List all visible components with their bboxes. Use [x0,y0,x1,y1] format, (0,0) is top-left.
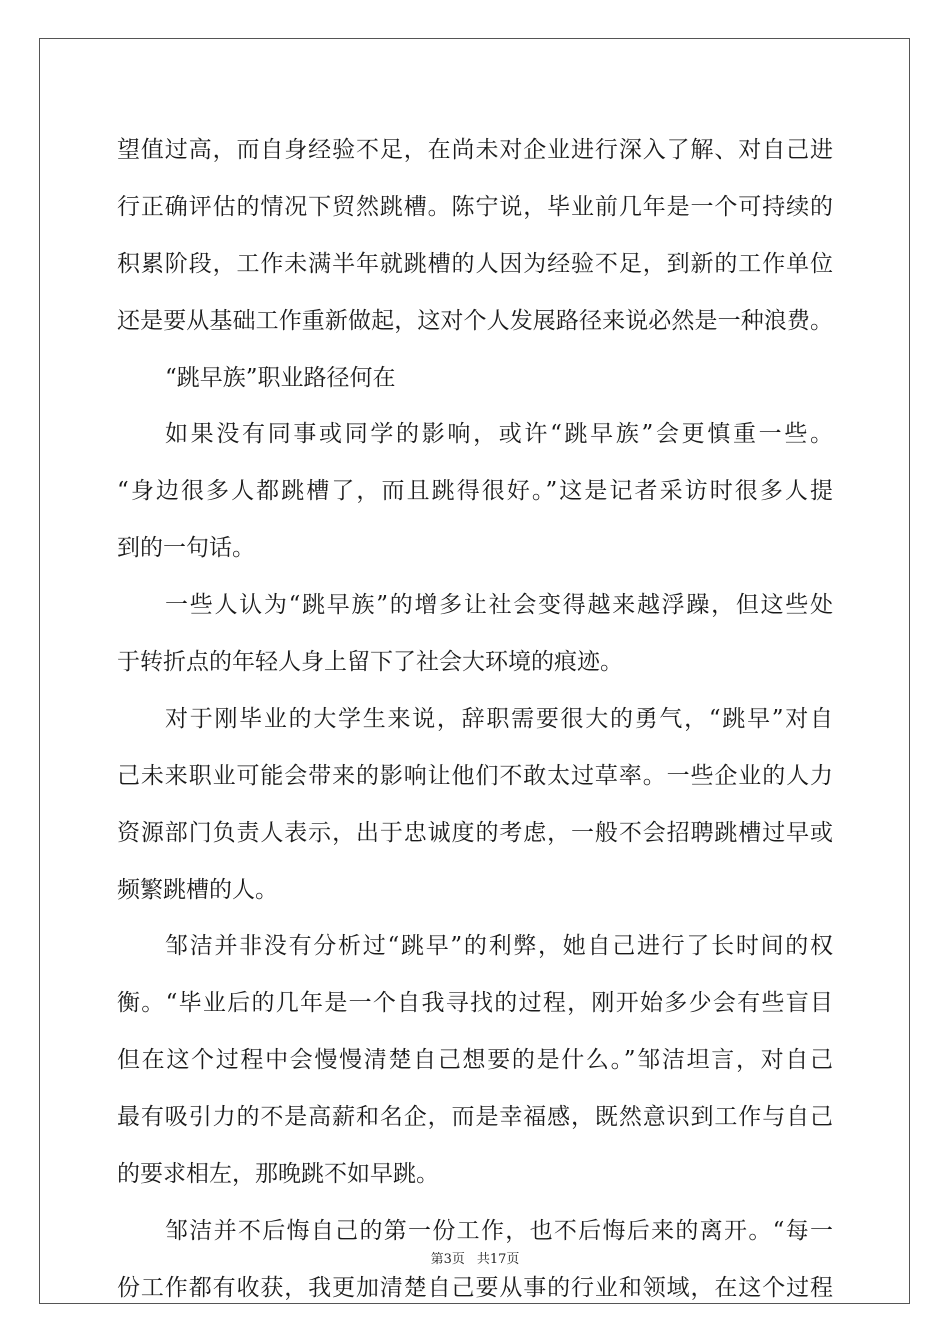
text-line: 望值过高，而自身经验不足，在尚未对企业进行深入了解、对自己进 [117,137,833,163]
document-body [117,122,833,1317]
total-pages: 共17页 [476,1252,520,1267]
text-line: 资源部门负责人表示，出于忠诚度的考虑，一般不会招聘跳槽过早或 [117,819,833,846]
text-line: 份工作都有收获，我更加清楚自己要从事的行业和领域，在这个过程 [117,1274,833,1301]
text-line: 还是要从基础工作重新做起，这对个人发展路径来说必然是一种浪费。 [117,307,833,334]
text-line: 衡。“毕业后的几年是一个自我寻找的过程，刚开始多少会有些盲目 [117,990,833,1017]
page-number: 第3页 [430,1252,465,1267]
text-line: 的要求相左，那晚跳不如早跳。 [117,1161,439,1188]
text-line: 行正确评估的情况下贸然跳槽。陈宁说，毕业前几年是一个可持续的 [117,193,833,220]
text-line: 邹洁并不后悔自己的第一份工作，也不后悔后来的离开。“每一 [165,1217,833,1244]
text-line: “跳早族”职业路径何在 [165,364,396,391]
text-line: 频繁跳槽的人。 [117,876,278,903]
text-line: 一些人认为“跳早族”的增多让社会变得越来越浮躁，但这些处 [165,592,833,619]
text-line: 于转折点的年轻人身上留下了社会大环境的痕迹。 [117,649,623,676]
text-line: 积累阶段，工作未满半年就跳槽的人因为经验不足，到新的工作单位 [117,250,833,277]
text-line: “身边很多人都跳槽了，而且跳得很好。”这是记者采访时很多人提 [117,478,833,505]
text-line: 邹洁并非没有分析过“跳早”的利弊，她自己进行了长时间的权 [165,933,833,960]
text-line: 对于刚毕业的大学生来说，辞职需要很大的勇气，“跳早”对自 [165,705,833,732]
text-line: 到的一句话。 [117,535,255,562]
text-line: 但在这个过程中会慢慢清楚自己想要的是什么。”邹洁坦言，对自己 [117,1047,833,1074]
text-line: 如果没有同事或同学的影响，或许“跳早族”会更慎重一些。 [165,421,833,448]
page-footer [0,1248,950,1267]
text-line: 最有吸引力的不是高薪和名企，而是幸福感，既然意识到工作与自己 [117,1104,833,1131]
text-line: 己未来职业可能会带来的影响让他们不敢太过草率。一些企业的人力 [117,762,833,789]
